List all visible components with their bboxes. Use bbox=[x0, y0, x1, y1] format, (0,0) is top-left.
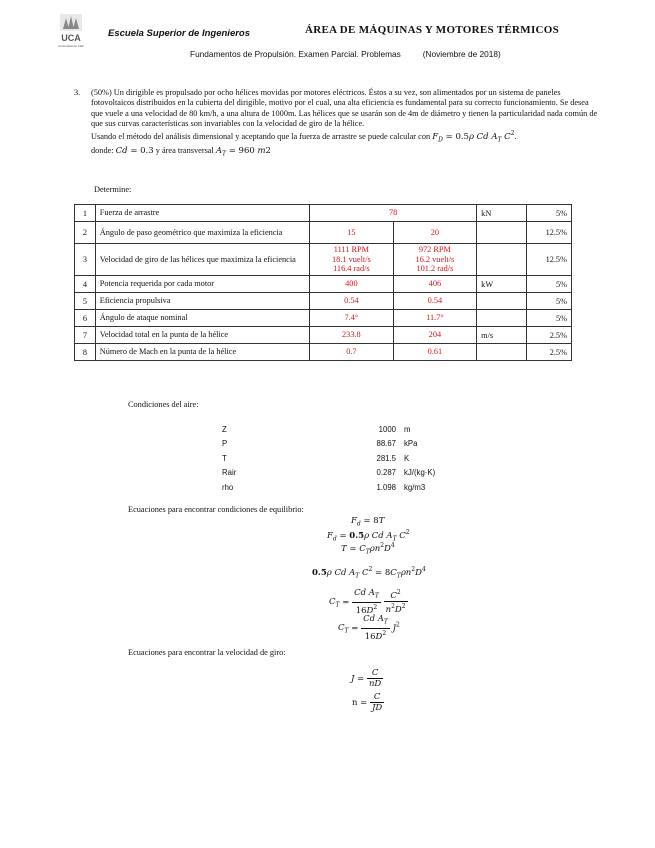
area-title: ÁREA DE MÁQUINAS Y MOTORES TÉRMICOS bbox=[305, 24, 560, 36]
row-value: 0.7 bbox=[310, 344, 394, 361]
row-value: 11.7° bbox=[393, 310, 477, 327]
row-value: 1111 RPM 18.1 vuelt/s 116.4 rad/s bbox=[310, 244, 394, 276]
row-unit bbox=[477, 293, 527, 310]
air-row bbox=[222, 466, 435, 481]
row-description: Eficiencia propulsiva bbox=[95, 293, 309, 310]
results-row bbox=[75, 310, 572, 327]
row-value: 972 RPM 16.2 vuelt/s 101.2 rad/s bbox=[393, 244, 477, 276]
row-weight: 2.5% bbox=[527, 327, 572, 344]
row-unit: kN bbox=[477, 205, 527, 222]
problem-number: 3. bbox=[74, 88, 81, 97]
row-value: 7.4° bbox=[310, 310, 394, 327]
air-key: P bbox=[222, 439, 228, 449]
equation-ct-2: $C_T$ = $\frac{Cd A_T}{16D^2}$ $J^2$ bbox=[338, 614, 400, 642]
equation-advance-ratio: J = $\frac{C}{nD}$ bbox=[351, 668, 382, 689]
row-number: 7 bbox=[75, 327, 96, 344]
results-row bbox=[75, 244, 572, 276]
determine-label: Determine: bbox=[94, 185, 132, 194]
row-weight: 5% bbox=[527, 205, 572, 222]
university-logo bbox=[58, 13, 84, 51]
row-number: 8 bbox=[75, 344, 96, 361]
row-description: Fuerza de arrastre bbox=[95, 205, 309, 222]
row-value: 20 bbox=[393, 222, 477, 244]
statement-paragraph-3: donde: Cd = 0.3 y área transversal $A_T = 960$ m2 bbox=[91, 146, 271, 158]
row-weight: 5% bbox=[527, 276, 572, 293]
air-row bbox=[222, 451, 435, 466]
row-description: Ángulo de paso geométrico que maximiza la eficiencia bbox=[95, 222, 309, 244]
row-number: 1 bbox=[75, 205, 96, 222]
equation-thrust: $T = C_T\rho n^2D^4$ bbox=[341, 542, 395, 556]
exam-date: (Noviembre de 2018) bbox=[422, 49, 501, 59]
air-key: rho bbox=[222, 482, 234, 492]
equation-fd-thrust: $F_d = 8T$ bbox=[351, 516, 385, 528]
row-weight: 5% bbox=[527, 293, 572, 310]
air-unit: kPa bbox=[404, 439, 418, 449]
row-weight: 2.5% bbox=[527, 344, 572, 361]
exam-title: Fundamentos de Propulsión. Examen Parcial. Problemas bbox=[190, 49, 401, 59]
row-value: 400 bbox=[310, 276, 394, 293]
row-weight: 5% bbox=[527, 310, 572, 327]
svg-text:Universidad de Cádiz: Universidad de Cádiz bbox=[58, 44, 84, 48]
air-value: 88.67 bbox=[376, 439, 396, 449]
equilibrium-equations-title: Ecuaciones para encontrar condiciones de equilibrio: bbox=[128, 505, 304, 514]
uca-logo-icon bbox=[58, 13, 84, 51]
row-description: Potencia requerida por cada motor bbox=[95, 276, 309, 293]
row-unit: m/s bbox=[477, 327, 527, 344]
row-number: 2 bbox=[75, 222, 96, 244]
air-value: 281.5 bbox=[376, 453, 396, 463]
air-unit: kJ/(kg·K) bbox=[404, 468, 436, 478]
air-unit: m bbox=[404, 424, 411, 434]
results-table bbox=[74, 204, 572, 361]
problem-statement bbox=[74, 88, 602, 160]
results-row bbox=[75, 222, 572, 244]
statement-paragraph-1: (50%) Un dirigible es propulsado por ocho hélices movidas por motores eléctricos. Éstos a su vez, son alimentados por un sistema de paneles fotovoltaicos distribuidos en la cubierta del dirigible, motivo por el cual, una alta eficiencia es fundamental para su correcto funcionamiento. Se desea que vuele a una velocidad de 80 km/h, a una altura de 1000m. Las hélices que se usarán son de 4m de diámetro y tienen la particularidad nada común de que sus curvas características son invariables con la velocidad de giro de la hélice. bbox=[91, 88, 598, 128]
row-value: 0.54 bbox=[310, 293, 394, 310]
air-key: Rair bbox=[222, 468, 237, 478]
air-key: T bbox=[222, 453, 227, 463]
air-row bbox=[222, 422, 435, 437]
row-value: 0.61 bbox=[393, 344, 477, 361]
row-unit bbox=[477, 310, 527, 327]
exam-subtitle bbox=[190, 49, 501, 59]
equation-fd-drag: $F_d = 0.5\rho$ Cd $A_T$ $C^2$ bbox=[327, 529, 410, 543]
air-value: 1.098 bbox=[376, 482, 396, 492]
results-row bbox=[75, 293, 572, 310]
air-conditions-table bbox=[222, 422, 435, 495]
air-unit: kg/m3 bbox=[404, 482, 426, 492]
row-unit: kW bbox=[477, 276, 527, 293]
equation-ct-1: $C_T$ = $\frac{Cd A_T}{16D^2}$ $\frac{C^2}{n^2D^2}$ bbox=[329, 588, 406, 616]
row-description: Número de Mach en la punta de la hélice bbox=[95, 344, 309, 361]
row-description: Velocidad total en la punta de la hélice bbox=[95, 327, 309, 344]
air-value: 1000 bbox=[378, 424, 396, 434]
row-number: 3 bbox=[75, 244, 96, 276]
row-value: 406 bbox=[393, 276, 477, 293]
air-value: 0.287 bbox=[376, 468, 396, 478]
results-row bbox=[75, 276, 572, 293]
svg-text:UCA: UCA bbox=[61, 33, 81, 43]
statement-paragraph-2: Usando el método del análisis dimensional y aceptando que la fuerza de arrastre se puede calcular con $F_D = 0.5\rho$ Cd $A_T$ $C^2$. bbox=[91, 130, 517, 144]
row-value: 78 bbox=[310, 205, 477, 222]
row-weight: 12.5% bbox=[527, 244, 572, 276]
row-value: 15 bbox=[310, 222, 394, 244]
air-unit: K bbox=[404, 453, 410, 463]
row-number: 5 bbox=[75, 293, 96, 310]
results-row bbox=[75, 327, 572, 344]
equation-balance: 0.5ρ Cd $A_T$ $C^2 = 8C_T\rho n^2D^4$ bbox=[312, 566, 426, 580]
row-description: Ángulo de ataque nominal bbox=[95, 310, 309, 327]
equation-rotation-speed: n = $\frac{C}{JD}$ bbox=[352, 692, 383, 713]
row-value: 233.8 bbox=[310, 327, 394, 344]
row-number: 4 bbox=[75, 276, 96, 293]
row-unit bbox=[477, 244, 527, 276]
row-description: Velocidad de giro de las hélices que maximiza la eficiencia bbox=[95, 244, 309, 276]
results-row bbox=[75, 344, 572, 361]
results-row bbox=[75, 205, 572, 222]
air-key: Z bbox=[222, 424, 227, 434]
speed-equations-title: Ecuaciones para encontrar la velocidad de giro: bbox=[128, 648, 286, 657]
air-row bbox=[222, 480, 435, 495]
air-row bbox=[222, 437, 435, 452]
row-value: 204 bbox=[393, 327, 477, 344]
air-conditions-title: Condiciones del aire: bbox=[128, 400, 199, 409]
row-unit bbox=[477, 222, 527, 244]
school-name: Escuela Superior de Ingenieros bbox=[108, 28, 251, 39]
row-unit bbox=[477, 344, 527, 361]
row-number: 6 bbox=[75, 310, 96, 327]
row-weight: 12.5% bbox=[527, 222, 572, 244]
row-value: 0.54 bbox=[393, 293, 477, 310]
